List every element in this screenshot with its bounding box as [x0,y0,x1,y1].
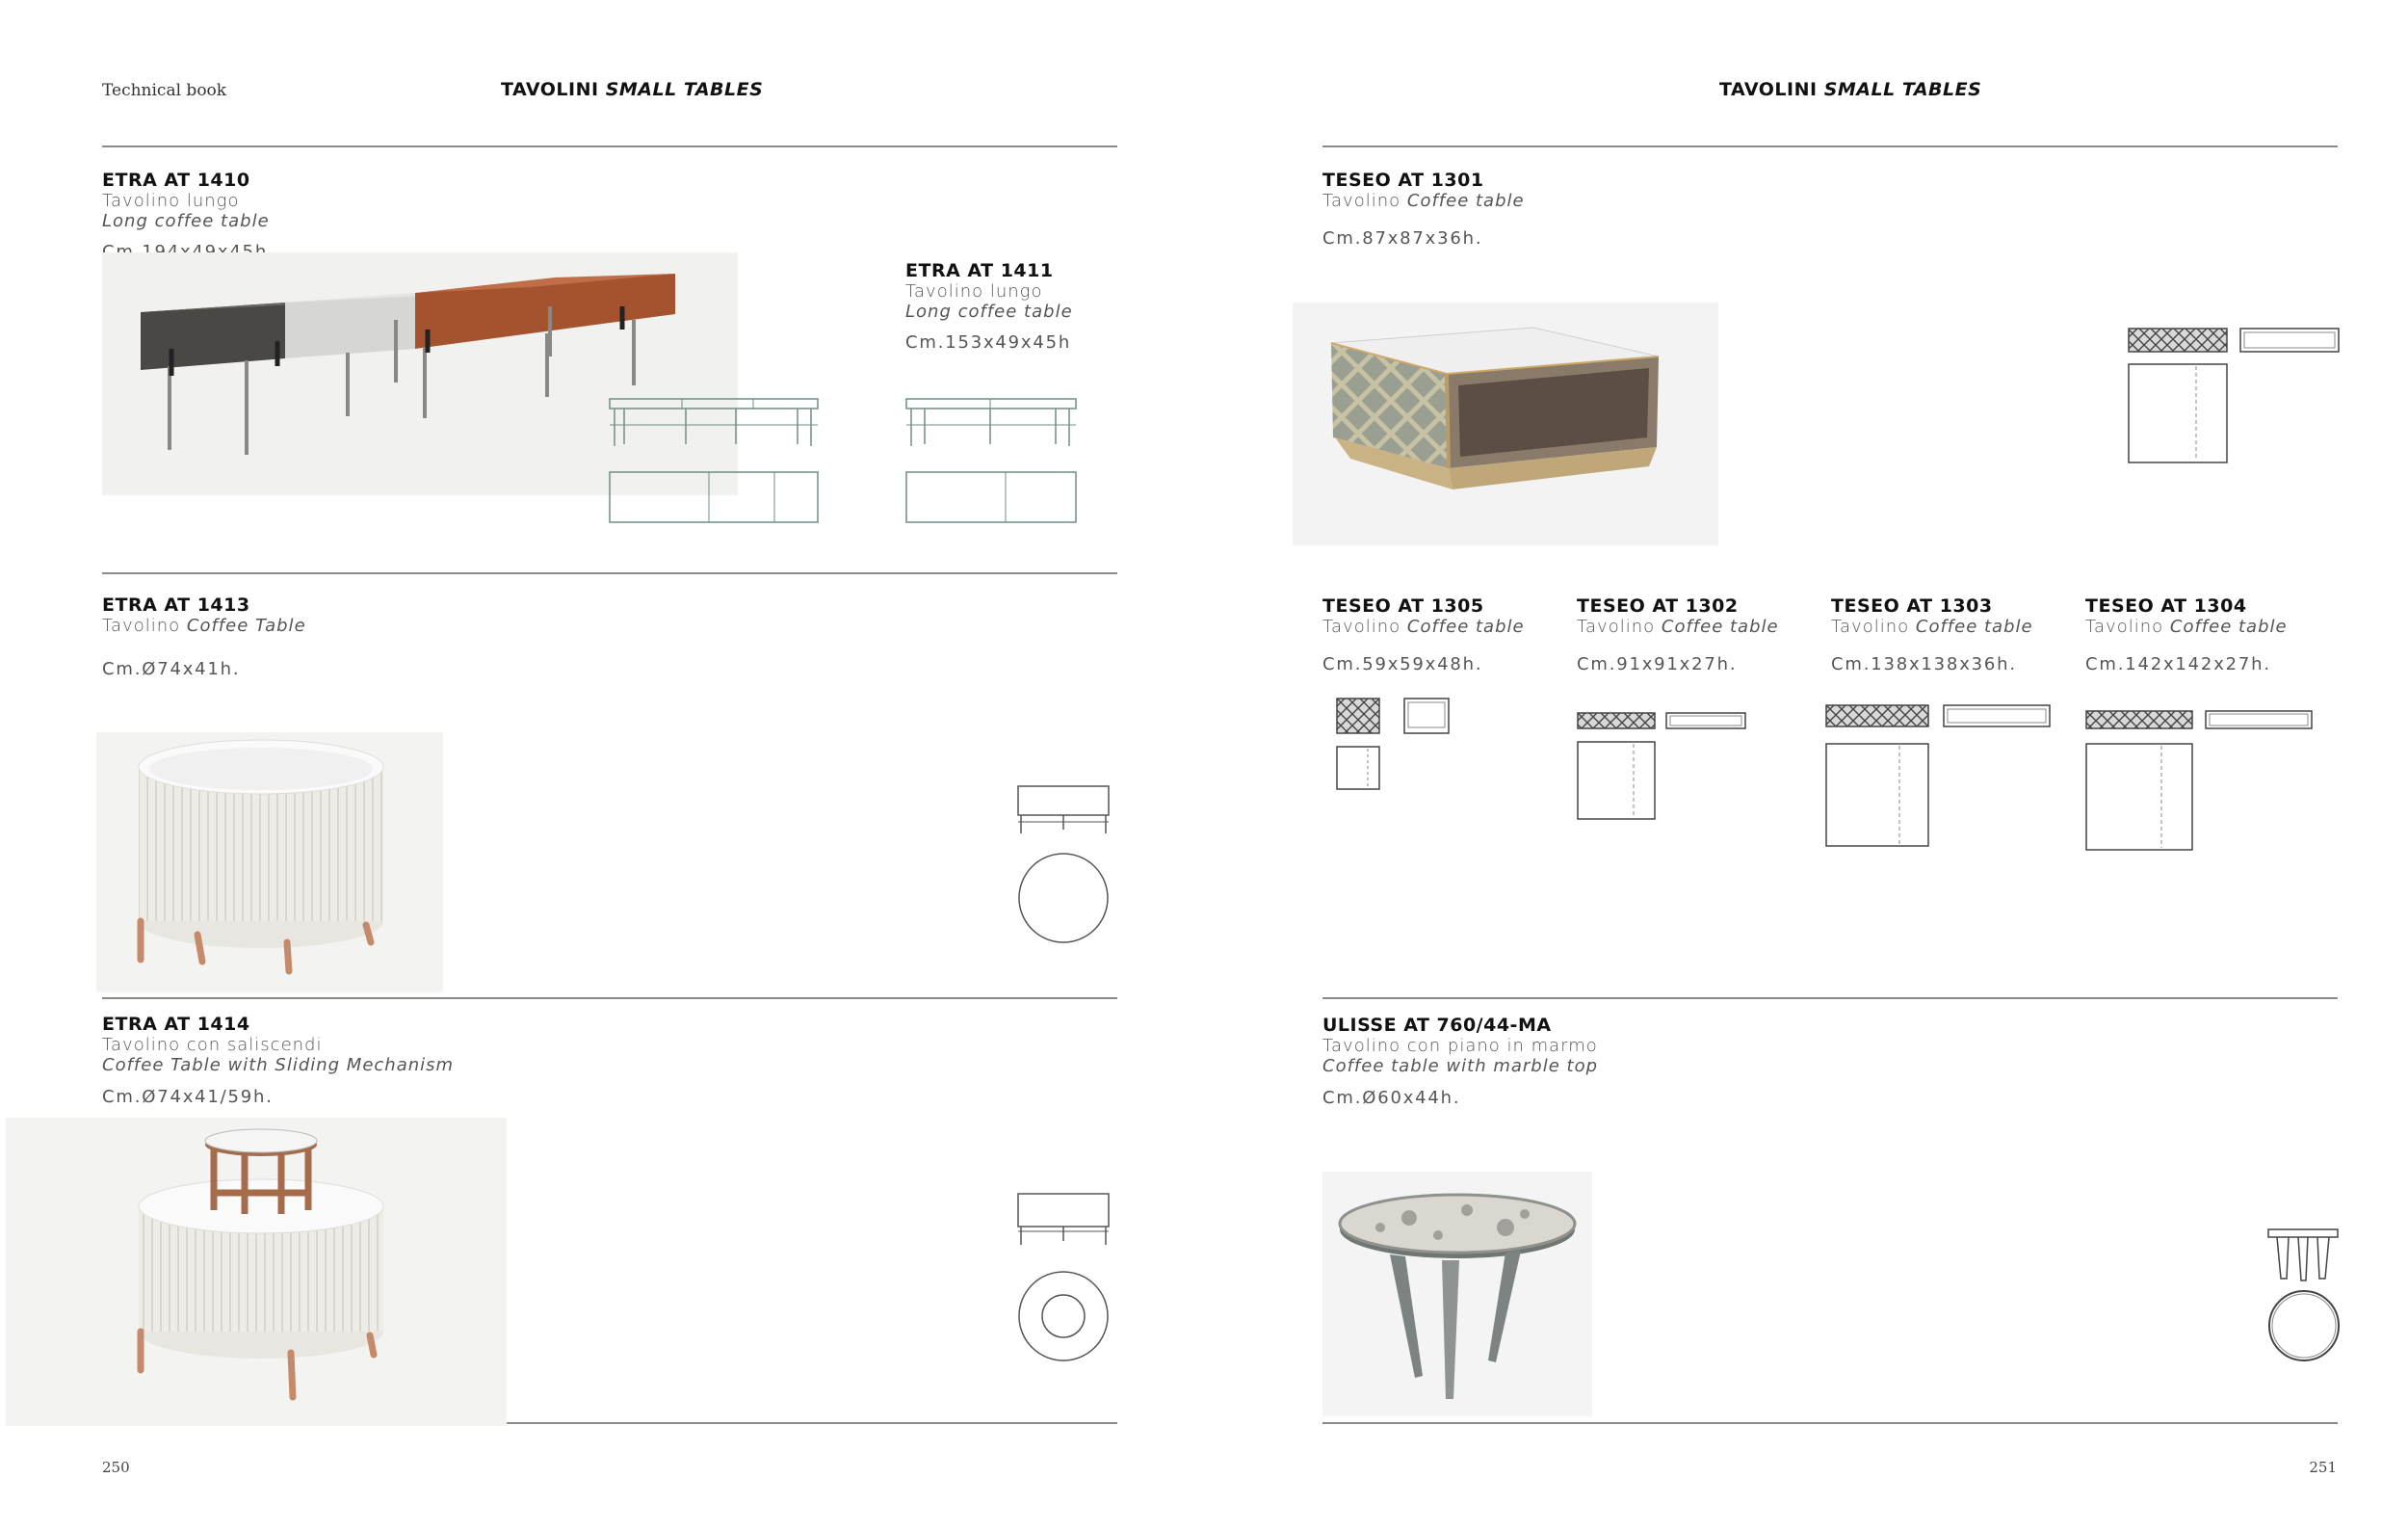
product-dimensions: Cm.59x59x48h. [1322,654,1483,674]
product-name-it: Tavolino lungo [905,281,1043,302]
teseo-1302-drawings [1576,711,1749,823]
product-dimensions: Cm.142x142x27h. [2085,654,2271,674]
product-name-en: Coffee table [1406,191,1525,211]
product-name-en: Coffee table [1661,617,1779,637]
product-name-it: Tavolino [2085,617,2164,637]
product-dimensions: Cm.91x91x27h. [1577,654,1738,674]
product-code: TESEO AT 1303 [1831,595,1993,617]
etra-1411-front-drawing [905,398,1077,448]
product-name-line [1577,617,1818,637]
product-etra-1410 [102,170,584,262]
product-name-en: Coffee table with marble top [1322,1056,1599,1076]
product-teseo-1305 [1322,595,1563,674]
product-teseo-1301 [1322,170,1804,249]
etra-1414-photo [6,1118,507,1426]
etra-1410-front-drawing [609,398,819,448]
product-name-it: Tavolino [1322,617,1401,637]
etra-1413-photo [96,732,443,992]
product-name-en: Coffee table [1406,617,1525,637]
product-dimensions: Cm.138x138x36h. [1831,654,2017,674]
product-name-en: Long coffee table [905,302,1073,322]
right-title-plain: TAVOLINI [1719,79,1818,100]
product-name-line [2085,617,2336,637]
product-ulisse-760 [1322,1015,1804,1108]
right-header-divider [1322,145,2338,147]
left-header-divider [102,145,1117,147]
product-name-line [1322,191,1804,211]
product-name-it: Tavolino con piano in marmo [1322,1036,1598,1056]
product-name-en: Coffee Table with Sliding Mechanism [102,1055,455,1075]
product-code: TESEO AT 1302 [1577,595,1739,617]
left-page-title [501,79,763,100]
etra-1413-front-drawing [1017,785,1110,835]
teseo-1305-drawings [1335,697,1451,793]
ulisse-760-photo [1322,1172,1592,1416]
ulisse-760-plan-drawing [2267,1289,2341,1362]
left-divider-2 [102,997,1117,999]
product-dimensions: Cm.87x87x36h. [1322,228,1483,249]
product-name-line [102,616,584,636]
product-dimensions: Cm.Ø74x41/59h. [102,1087,274,1107]
product-teseo-1303 [1831,595,2072,674]
product-code: TESEO AT 1304 [2085,595,2247,617]
etra-1414-plan-drawing [1017,1270,1110,1362]
etra-1413-plan-drawing [1017,852,1110,944]
product-dimensions: Cm.153x49x45h [905,332,1072,353]
product-code: TESEO AT 1301 [1322,170,1484,191]
book-label: Technical book [102,81,227,100]
product-name-it: Tavolino lungo [102,191,240,211]
product-name-it: Tavolino [1322,191,1401,211]
product-name-line [1831,617,2072,637]
etra-1411-plan-drawing [905,471,1077,523]
product-name-en: Coffee table [1915,617,2033,637]
product-code: ETRA AT 1411 [905,260,1054,281]
teseo-1304-drawings [2084,709,2316,854]
teseo-1301-photo [1293,303,1718,545]
left-title-italic: SMALL TABLES [605,79,764,100]
right-title-italic: SMALL TABLES [1823,79,1982,100]
left-divider-1 [102,572,1117,574]
product-name-en: Coffee Table [186,616,306,636]
right-divider-1 [1322,997,2338,999]
product-dimensions: Cm.Ø74x41h. [102,659,241,679]
product-code: ULISSE AT 760/44-MA [1322,1015,1552,1036]
product-dimensions: Cm.Ø60x44h. [1322,1088,1461,1108]
product-code: TESEO AT 1305 [1322,595,1484,617]
product-code: ETRA AT 1414 [102,1014,250,1035]
etra-1410-photo [102,252,738,495]
product-etra-1413 [102,594,584,679]
product-name-it: Tavolino [1831,617,1910,637]
product-etra-1414 [102,1014,584,1107]
etra-1410-plan-drawing [609,471,819,523]
product-code: ETRA AT 1410 [102,170,250,191]
product-code: ETRA AT 1413 [102,594,250,616]
product-etra-1411 [905,260,1117,353]
product-teseo-1302 [1577,595,1818,674]
teseo-1303-drawings [1824,703,2055,848]
etra-1414-front-drawing [1017,1193,1110,1247]
product-name-it: Tavolino con saliscendi [102,1035,323,1055]
product-name-en: Coffee table [2169,617,2288,637]
right-divider-2 [1322,1422,2338,1424]
product-name-it: Tavolino [1577,617,1656,637]
product-name-en: Long coffee table [102,211,270,231]
ulisse-760-front-drawing [2267,1228,2339,1282]
teseo-1301-drawings [2127,328,2341,464]
left-title-plain: TAVOLINI [501,79,599,100]
right-page-title [1719,79,1981,100]
product-name-it: Tavolino [102,616,181,636]
page-number-left: 250 [102,1459,130,1476]
product-name-line [1322,617,1563,637]
product-teseo-1304 [2085,595,2336,674]
page-number-right: 251 [2309,1459,2337,1476]
